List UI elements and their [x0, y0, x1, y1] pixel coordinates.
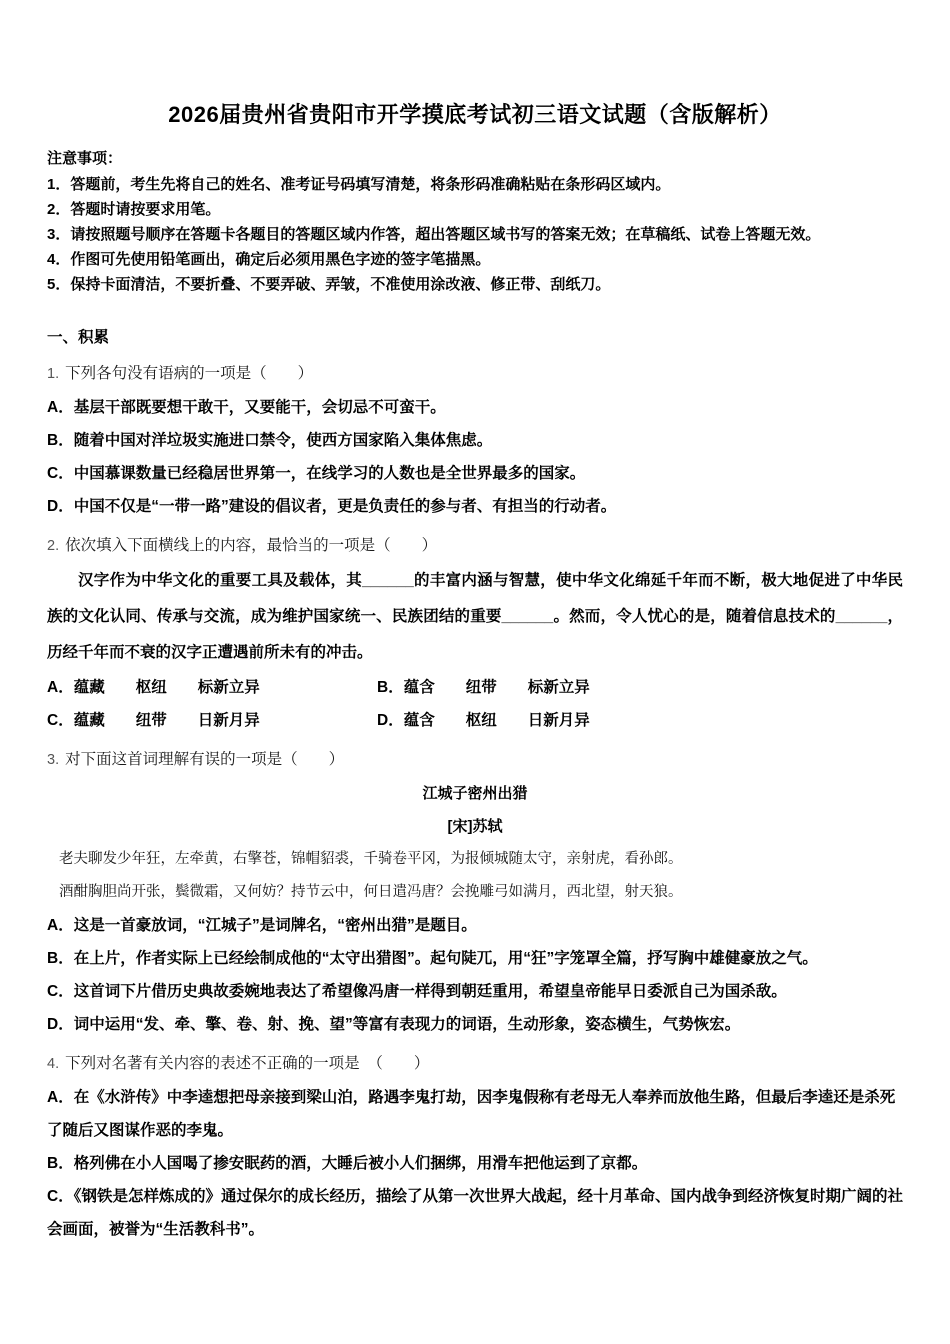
question-4-stem	[47, 1047, 903, 1081]
question-3-option-d: D．词中运用“发、牵、擎、卷、射、挽、望”等富有表现力的词语，生动形象，姿态横生，气势恢宏。	[47, 1016, 741, 1033]
question-4-text: 下列对名著有关内容的表述不正确的一项是 （ ）	[65, 1055, 430, 1072]
poem-author: [宋]苏轼	[447, 818, 503, 835]
question-4-option-b: B．格列佛在小人国喝了掺安眠药的酒，大睡后被小人们捆绑，用滑车把他运到了京都。	[47, 1155, 648, 1172]
document-title: 2026届贵州省贵阳市开学摸底考试初三语文试题（含版解析）	[168, 102, 782, 127]
question-1-option-d: D．中国不仅是“一带一路”建设的倡议者，更是负责任的参与者、有担当的行动者。	[47, 498, 617, 515]
notice-section	[47, 146, 903, 297]
question-1	[47, 357, 903, 523]
question-2-option-c: C．蕴藏 纽带 日新月异	[47, 712, 260, 729]
notice-item-1: 1．答题前，考生先将自己的姓名、准考证号码填写清楚，将条形码准确粘贴在条形码区域内。	[47, 176, 671, 193]
notice-item-2: 2．答题时请按要求用笔。	[47, 201, 221, 218]
question-1-option-c: C．中国慕课数量已经稳居世界第一，在线学习的人数也是全世界最多的国家。	[47, 465, 586, 482]
question-1-stem	[47, 357, 903, 391]
question-2-number: 2.	[47, 538, 60, 554]
question-4-option-c: C．《钢铁是怎样炼成的》通过保尔的成长经历，描绘了从第一次世界大战起，经十月革命、国内战争到经济恢复时期广阔的社会画面，被誉为“生活教科书”。	[47, 1188, 903, 1238]
notice-item-5: 5．保持卡面清洁，不要折叠、不要弄破、弄皱，不准使用涂改液、修正带、刮纸刀。	[47, 276, 611, 293]
question-4	[47, 1047, 903, 1246]
question-2-options	[47, 671, 903, 737]
section-heading-accumulation: 一、积累	[47, 329, 110, 346]
question-3-number: 3.	[47, 752, 60, 768]
question-1-option-a: A．基层干部既要想干敢干，又要能干，会切忌不可蛮干。	[47, 399, 446, 416]
question-2-passage: 汉字作为中华文化的重要工具及载体，其______的丰富内涵与智慧，使中华文化绵延千年而不断，极大地促进了中华民族的文化认同、传承与交流，成为维护国家统一、民族团结的重要______。然而，令人忧心的是，随着信息技术的______，历经千年而不衰的汉字正遭遇前所未有的冲击。	[47, 572, 903, 661]
question-2-option-a: A．蕴藏 枢纽 标新立异	[47, 679, 260, 696]
notice-heading: 注意事项：	[47, 150, 123, 167]
question-4-option-a: A．在《水浒传》中李逵想把母亲接到梁山泊，路遇李鬼打劫，因李鬼假称有老母无人奉养而放他生路，但最后李逵还是杀死了随后又图谋作恶的李鬼。	[47, 1089, 896, 1139]
question-3-option-a: A．这是一首豪放词，“江城子”是词牌名，“密州出猎”是题目。	[47, 917, 477, 934]
poem-line-2: 酒酣胸胆尚开张，鬓微霜，又何妨？持节云中，何日遣冯唐？会挽雕弓如满月，西北望，射天狼。	[59, 884, 683, 900]
question-3-stem	[47, 743, 903, 777]
exam-document	[47, 100, 903, 1246]
question-4-number: 4.	[47, 1056, 60, 1072]
question-3-option-c: C．这首词下片借历史典故委婉地表达了希望像冯唐一样得到朝廷重用，希望皇帝能早日委派自己为国杀敌。	[47, 983, 787, 1000]
question-2-text: 依次填入下面横线上的内容，最恰当的一项是（ ）	[65, 537, 438, 554]
question-2-option-d: D．蕴含 枢纽 日新月异	[377, 712, 590, 729]
question-3-option-b: B．在上片，作者实际上已经绘制成他的“太守出猎图”。起句陡兀，用“狂”字笼罩全篇，抒写胸中雄健豪放之气。	[47, 950, 818, 967]
question-2-stem	[47, 529, 903, 563]
question-2	[47, 529, 903, 737]
question-3	[47, 743, 903, 1041]
question-3-text: 对下面这首词理解有误的一项是（ ）	[65, 751, 345, 768]
question-2-option-b: B．蕴含 纽带 标新立异	[377, 679, 590, 696]
poem-title: 江城子密州出猎	[422, 785, 528, 802]
question-1-number: 1.	[47, 366, 60, 382]
question-1-option-b: B．随着中国对洋垃圾实施进口禁令，使西方国家陷入集体焦虑。	[47, 432, 493, 449]
notice-item-4: 4．作图可先使用铅笔画出，确定后必须用黑色字迹的签字笔描黑。	[47, 251, 491, 268]
question-1-text: 下列各句没有语病的一项是（ ）	[65, 365, 314, 382]
notice-item-3: 3．请按照题号顺序在答题卡各题目的答题区域内作答，超出答题区域书写的答案无效；在草稿纸、试卷上答题无效。	[47, 226, 821, 243]
poem-line-1: 老夫聊发少年狂，左牵黄，右擎苍，锦帽貂裘，千骑卷平冈，为报倾城随太守，亲射虎，看孙郎。	[59, 851, 683, 867]
